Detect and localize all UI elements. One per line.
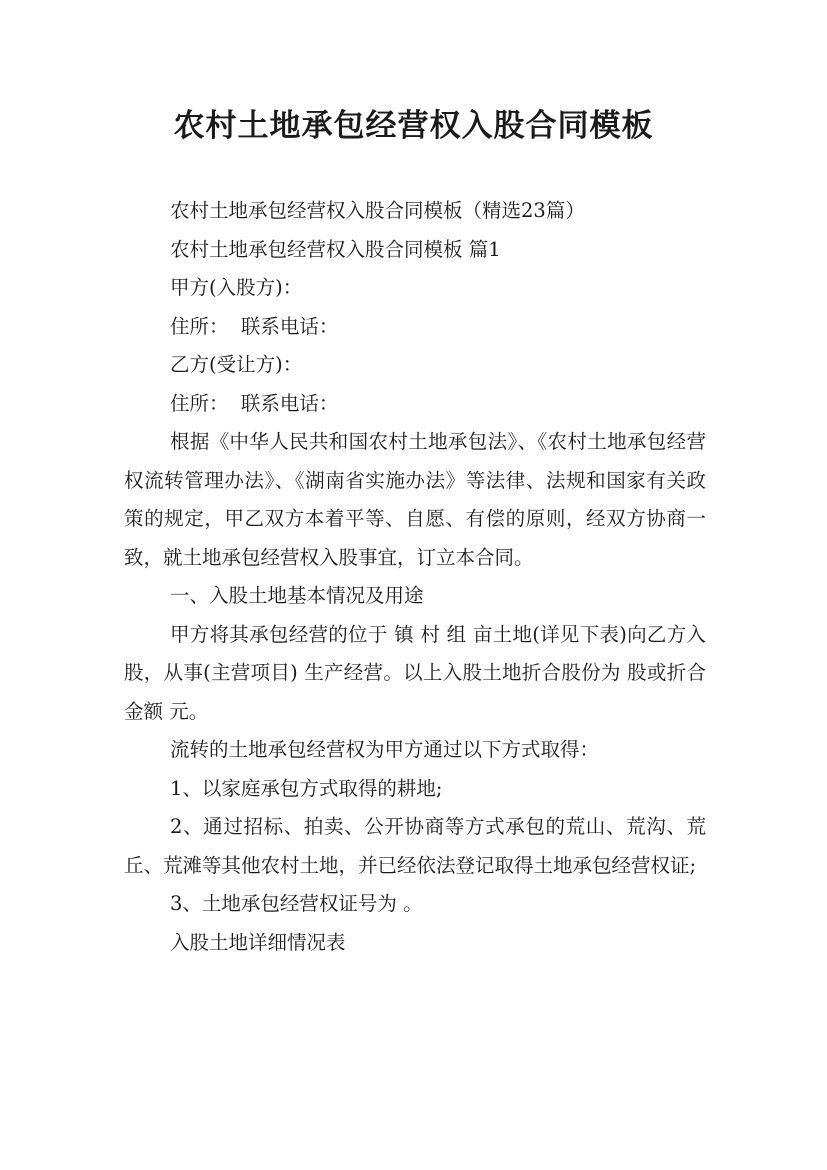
acquisition-item-3: 3、土地承包经营权证号为 。 [170,892,423,915]
land-description-paragraph: 甲方将其承包经营的位于 镇 村 组 亩土地(详见下表)向乙方入股，从事(主营项目) 生产经营。以上入股土地折合股份为 股或折合金额 元。 [124,622,706,723]
collection-heading: 农村土地承包经营权入股合同模板（精选23篇） [170,199,585,222]
acquisition-intro: 流转的土地承包经营权为甲方通过以下方式取得： [170,738,600,761]
acquisition-item-2: 2、通过招标、拍卖、公开协商等方式承包的荒山、荒沟、荒丘、荒滩等其他农村土地，并已经依法登记取得土地承包经营权证; [124,815,706,877]
document-body [124,192,706,962]
section-one-heading: 一、入股土地基本情况及用途 [170,584,424,607]
party-a-label: 甲方(入股方)： [170,276,303,299]
acquisition-item-1: 1、以家庭承包方式取得的耕地; [170,776,443,800]
party-b-contact: 住所： 联系电话： [170,391,339,415]
land-table-caption: 入股土地详细情况表 [170,930,346,954]
party-b-label: 乙方(受让方)： [170,353,303,376]
document-title: 农村土地承包经营权入股合同模板 [173,108,654,144]
preamble-paragraph: 根据《中华人民共和国农村土地承包法》、《农村土地承包经营权流转管理办法》、《湖南省实施办法》等法律、法规和国家有关政策的规定，甲乙双方本着平等、自愿、有偿的原则，经双方协商一致，就土地承包经营权入股事宜，订立本合同。 [124,430,706,569]
article-heading: 农村土地承包经营权入股合同模板 篇1 [170,237,501,261]
party-a-contact: 住所： 联系电话： [170,314,339,338]
